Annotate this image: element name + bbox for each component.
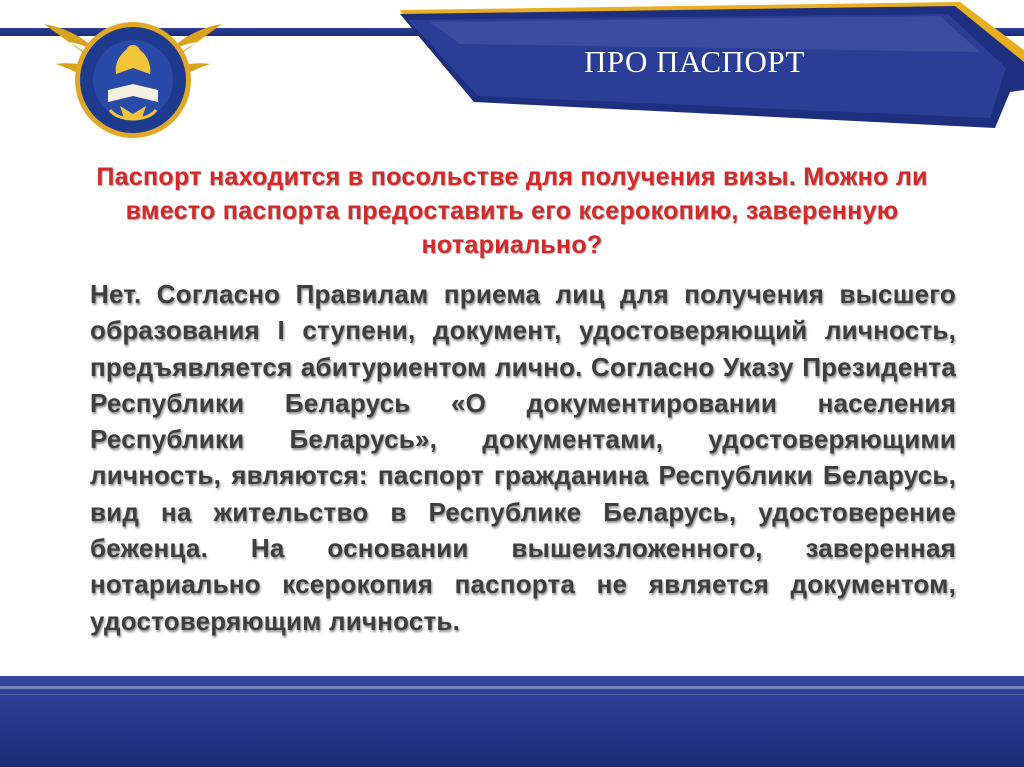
question-text: Паспорт находится в посольстве для получения визы. Можно ли вместо паспорта предоставить его ксерокопию, заверенную нотариально? bbox=[96, 163, 928, 259]
page-title: ПРО ПАСПОРТ bbox=[584, 44, 805, 79]
academy-emblem-logo bbox=[38, 6, 228, 144]
footer-decor-band bbox=[0, 676, 1024, 767]
answer-text: Нет. Согласно Правилам приема лиц для получения высшего образования I ступени, документ, удостоверяющий личность, предъявляется абитуриентом лично. Согласно Указу Президента Республики Беларусь «О документировании населения Республики Беларусь», документами, удостоверяющими личность, являются: паспорт гражданина Республики Беларусь, вид на жительство в Республике Беларусь, удостоверение беженца. На основании вышеизложенного, заверенная нотариально ксерокопия паспорта не является документом, удостоверяющим личность. bbox=[90, 279, 956, 636]
